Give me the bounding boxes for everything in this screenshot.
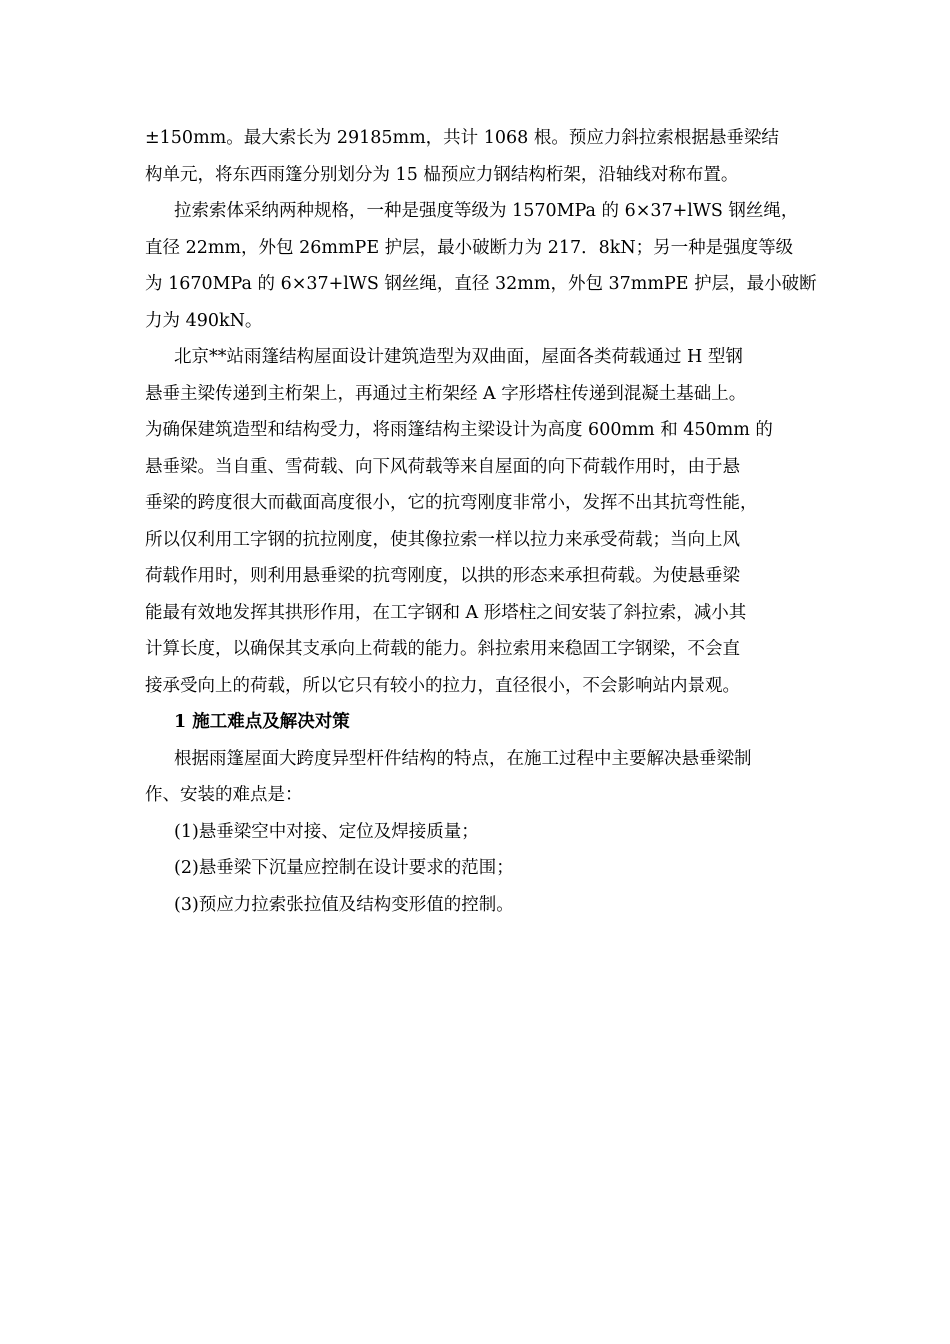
section-heading: 1 施工难点及解决对策 xyxy=(174,712,350,732)
paragraph xyxy=(145,339,825,704)
list-item: (3)预应力拉索张拉值及结构变形值的控制。 xyxy=(174,894,514,915)
text-line: 接承受向上的荷载，所以它只有较小的拉力，直径很小，不会影响站内景观。 xyxy=(145,675,740,696)
document-body xyxy=(145,120,825,923)
list-item: (1)悬垂梁空中对接、定位及焊接质量； xyxy=(174,821,479,842)
paragraph xyxy=(145,120,825,193)
text-line: 能最有效地发挥其拱形作用，在工字钢和 A 形塔柱之间安装了斜拉索，减小其 xyxy=(145,602,747,623)
text-line: 直径 22mm，外包 26mmPE 护层，最小破断力为 217．8kN；另一种是强度等级 xyxy=(145,237,794,258)
text-line: 计算长度，以确保其支承向上荷载的能力。斜拉索用来稳固工字钢梁，不会直 xyxy=(145,639,740,659)
text-line: 作、安装的难点是： xyxy=(145,785,303,805)
text-line: 为确保建筑造型和结构受力，将雨篷结构主梁设计为高度 600mm 和 450mm 的 xyxy=(145,420,773,440)
text-line: 构单元，将东西雨篷分别划分为 15 榀预应力钢结构桁架，沿轴线对称布置。 xyxy=(145,164,739,185)
text-line: 根据雨篷屋面大跨度异型杆件结构的特点，在施工过程中主要解决悬垂梁制 xyxy=(174,748,752,769)
numbered-list xyxy=(145,814,825,924)
text-line: 垂梁的跨度很大而截面高度很小，它的抗弯刚度非常小，发挥不出其抗弯性能， xyxy=(145,493,758,513)
text-line: 为 1670MPa 的 6×37+lWS 钢丝绳，直径 32mm，外包 37mmPE 护层，最小破断 xyxy=(145,274,817,294)
text-line: 拉索索体采纳两种规格，一种是强度等级为 1570MPa 的 6×37+lWS 钢丝绳， xyxy=(174,201,799,221)
text-line: 悬垂主梁传递到主桁架上，再通过主桁架经 A 字形塔柱传递到混凝土基础上。 xyxy=(145,383,747,404)
text-line: ±150mm。最大索长为 29185mm，共计 1068 根。预应力斜拉索根据悬垂梁结 xyxy=(145,128,779,148)
text-line: 力为 490kN。 xyxy=(145,310,263,331)
text-line: 所以仅利用工字钢的抗拉刚度，使其像拉索一样以拉力来承受荷载；当向上风 xyxy=(145,529,740,550)
paragraph xyxy=(145,193,825,339)
list-item: (2)悬垂梁下沉量应控制在设计要求的范围； xyxy=(174,858,514,878)
text-line: 荷载作用时，则利用悬垂梁的抗弯刚度，以拱的形态来承担荷载。为使悬垂梁 xyxy=(145,566,740,586)
paragraph xyxy=(145,741,825,814)
text-line: 悬垂梁。当自重、雪荷载、向下风荷载等来自屋面的向下荷载作用时，由于悬 xyxy=(145,456,740,477)
text-line: 北京**站雨篷结构屋面设计建筑造型为双曲面，屋面各类荷载通过 H 型钢 xyxy=(174,347,743,367)
